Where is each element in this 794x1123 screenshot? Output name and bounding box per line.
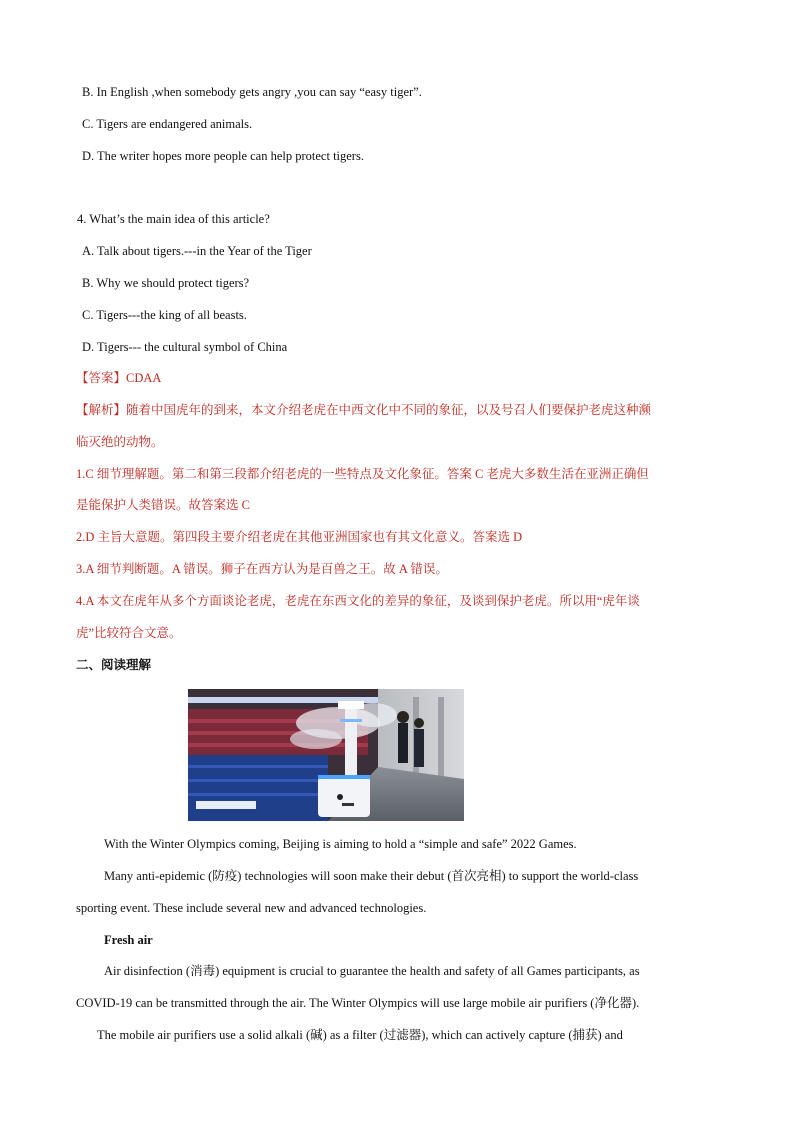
passage-paragraph-3-line-1: Air disinfection (消毒) equipment is crucial to guarantee the health and safety of all Games participants, as xyxy=(104,964,640,978)
analysis-item-4-line-1: 4.A 本文在虎年从多个方面谈论老虎，老虎在东西文化的差异的象征，及谈到保护老虎。所以用“虎年谈 xyxy=(76,594,640,608)
q3-option-c: C. Tigers are endangered animals. xyxy=(82,117,253,131)
arena-photo xyxy=(188,689,464,821)
passage-paragraph-4-line-1: The mobile air purifiers use a solid alkali (碱) as a filter (过滤器), which can actively capture (捕获) and xyxy=(97,1028,623,1042)
passage-heading-fresh-air: Fresh air xyxy=(104,933,153,947)
analysis-line-2: 临灭绝的动物。 xyxy=(76,435,164,449)
q4-option-d: D. Tigers--- the cultural symbol of China xyxy=(82,340,288,354)
analysis-item-1-line-1: 1.C 细节理解题。第二和第三段都介绍老虎的一些特点及文化象征。答案 C 老虎大多数生活在亚洲正确但 xyxy=(76,467,649,481)
passage-paragraph-2-line-2: sporting event. These include several new and advanced technologies. xyxy=(76,901,427,915)
analysis-item-4-line-2: 虎”比较符合文意。 xyxy=(76,626,182,640)
answer-key: 【答案】CDAA xyxy=(76,371,162,385)
q4-option-c: C. Tigers---the king of all beasts. xyxy=(82,308,247,322)
analysis-line-1: 【解析】随着中国虎年的到来，本文介绍老虎在中西文化中不同的象征，以及号召人们要保护老虎这种濒 xyxy=(76,403,652,417)
analysis-item-1-line-2: 是能保护人类错误。故答案选 C xyxy=(76,498,250,512)
q4-option-b: B. Why we should protect tigers? xyxy=(82,276,250,290)
analysis-item-3: 3.A 细节判断题。A 错误。狮子在西方认为是百兽之王。故 A 错误。 xyxy=(76,562,448,576)
q3-option-b: B. In English ,when somebody gets angry ,you can say “easy tiger”. xyxy=(82,85,422,99)
passage-paragraph-2-line-1: Many anti-epidemic (防疫) technologies will soon make their debut (首次亮相) to support the world-class xyxy=(104,869,639,883)
q4-option-a: A. Talk about tigers.---in the Year of the Tiger xyxy=(82,244,312,258)
analysis-item-2: 2.D 主旨大意题。第四段主要介绍老虎在其他亚洲国家也有其文化意义。答案选 D xyxy=(76,530,523,544)
q4-stem: 4. What’s the main idea of this article? xyxy=(77,212,270,226)
passage-paragraph-3-line-2: COVID-19 can be transmitted through the air. The Winter Olympics will use large mobile air purifiers (净化器). xyxy=(76,996,640,1010)
arena-photo-illustration xyxy=(188,689,464,821)
section-title: 二、阅读理解 xyxy=(76,657,152,672)
passage-paragraph-1: With the Winter Olympics coming, Beijing is aiming to hold a “simple and safe” 2022 Games. xyxy=(104,837,577,851)
q3-option-d: D. The writer hopes more people can help protect tigers. xyxy=(82,149,364,163)
